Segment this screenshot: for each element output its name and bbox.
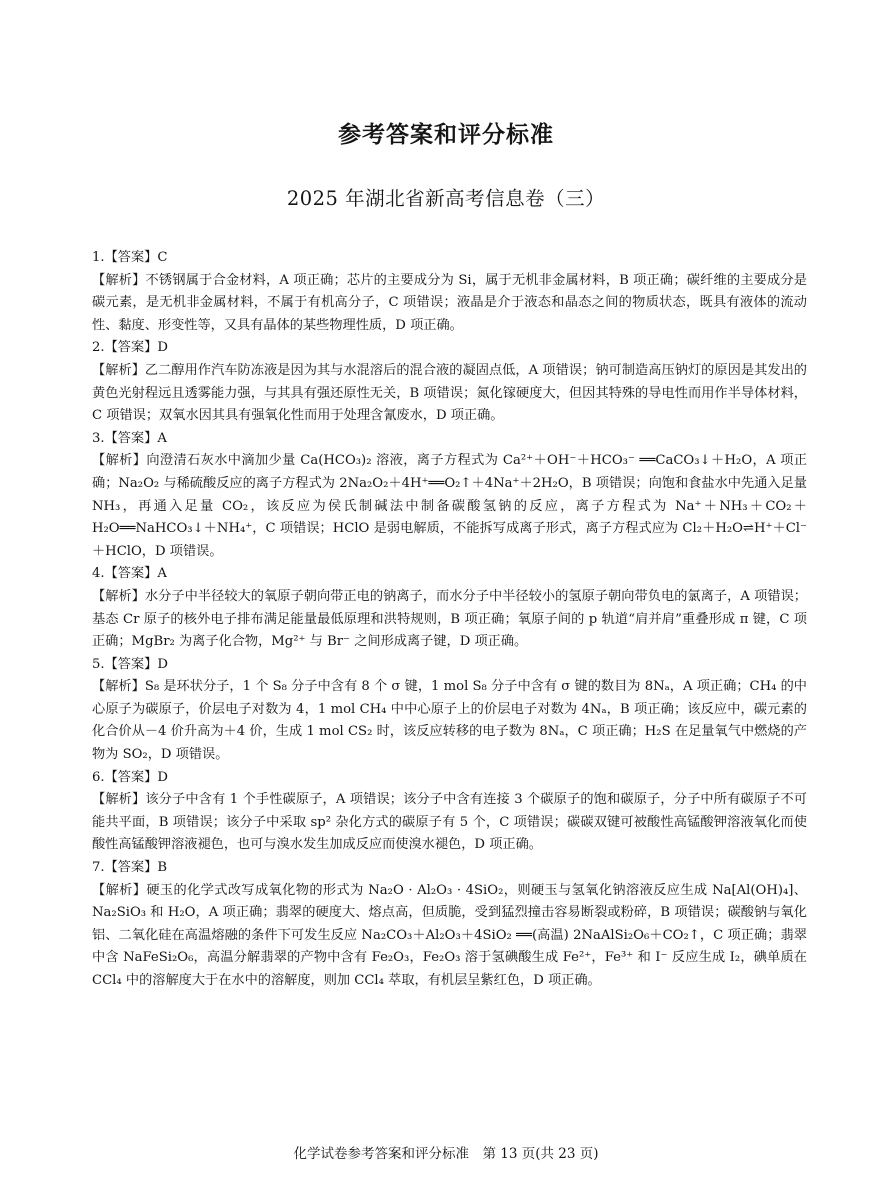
question-6 [92,767,807,857]
explanation-text: 【解析】硬玉的化学式改写成氧化物的形式为 Na₂O · Al₂O₃ · 4SiO₂，则硬玉与氢氧化钠溶液反应生成 Na[Al(OH)₄]、Na₂SiO₃ 和 H₂O，A 项正确；翡翠的硬度大、熔点高，但质脆，受到猛烈撞击容易断裂或粉碎，B 项错误；碳酸钠与氧化铝、二氧化硅在高温熔融的条件下可发生反应 Na₂CO₃＋Al₂O₃＋4SiO₂ ══(高温) 2NaAlSi₂O₆＋CO₂↑，C 项正确；翡翠中含 NaFeSi₂O₆，高温分解翡翠的产物中含有 Fe₂O₃，Fe₂O₃ 溶于氢碘酸生成 Fe²⁺，Fe³⁺ 和 I⁻ 反应生成 I₂，碘单质在 CCl₄ 中的溶解度大于在水中的溶解度，则加 CCl₄ 萃取，有机层呈紫红色，D 项正确。 [92,882,807,988]
answer-line: 3.【答案】A [92,430,167,446]
explanation-text: 【解析】向澄清石灰水中滴加少量 Ca(HCO₃)₂ 溶液，离子方程式为 Ca²⁺＋OH⁻＋HCO₃⁻ ══CaCO₃↓＋H₂O，A 项正确；Na₂O₂ 与稀硫酸反应的离子方程式为 2Na₂O₂＋4H⁺══O₂↑＋4Na⁺＋2H₂O，B 项错误；向饱和食盐水中先通入足量 NH₃，再通入足量 CO₂，该反应为侯氏制碱法中制备碳酸氢钠的反应，离子方程式为 Na⁺＋NH₃＋CO₂＋H₂O══NaHCO₃↓＋NH₄⁺，C 项错误；HClO 是弱电解质，不能拆写成离子形式，离子方程式应为 Cl₂＋H₂O⇌H⁺＋Cl⁻＋HClO，D 项错误。 [92,453,807,559]
explanation-text: 【解析】不锈钢属于合金材料，A 项正确；芯片的主要成分为 Si，属于无机非金属材料，B 项正确；碳纤维的主要成分是碳元素，是无机非金属材料，不属于有机高分子，C 项错误；液晶是介于液态和晶态之间的物质状态，既具有液体的流动性、黏度、形变性等，又具有晶体的某些物理性质，D 项正确。 [92,272,807,333]
explanation-text: 【解析】S₈ 是环状分子，1 个 S₈ 分子中含有 8 个 σ 键，1 mol S₈ 分子中含有 σ 键的数目为 8Nₐ，A 项正确；CH₄ 的中心原子为碳原子，价层电子对数为 4，1 mol CH₄ 中中心原子上的价层电子对数为 4Nₐ，B 项正确；该反应中，碳元素的化合价从－4 价升高为＋4 价，生成 1 mol CS₂ 时，该反应转移的电子数为 8Nₐ，C 项正确；H₂S 在足量氧气中燃烧的产物为 SO₂，D 项错误。 [92,679,807,763]
answer-line: 6.【答案】D [92,769,168,785]
answer-line: 4.【答案】A [92,566,167,582]
question-3 [92,428,807,564]
page-footer: 化学试卷参考答案和评分标准 第 13 页(共 23 页) [293,1146,599,1162]
question-4 [92,563,807,653]
answer-line: 1.【答案】C [92,250,168,265]
answer-list [92,247,807,993]
answer-line: 7.【答案】B [92,860,168,876]
question-1 [92,247,807,337]
explanation-text: 【解析】水分子中半径较大的氧原子朝向带正电的钠离子，而水分子中半径较小的氢原子朝向带负电的氯离子，A 项错误；基态 Cr 原子的核外电子排布满足能量最低原理和洪特规则，B 项正确；氧原子间的 p 轨道“肩并肩”重叠形成 π 键，C 项正确；MgBr₂ 为离子化合物，Mg²⁺ 与 Br⁻ 之间形成离子键，D 项正确。 [92,588,807,650]
page-title: 参考答案和评分标准 [338,122,554,148]
question-5 [92,654,807,767]
explanation-text: 【解析】该分子中含有 1 个手性碳原子，A 项错误；该分子中含有连接 3 个碳原子的饱和碳原子，分子中所有碳原子不可能共平面，B 项错误；该分子中采取 sp² 杂化方式的碳原子有 5 个，C 项错误；碳碳双键可被酸性高锰酸钾溶液氧化而使酸性高锰酸钾溶液褪色，也可与溴水发生加成反应而使溴水褪色，D 项正确。 [92,792,807,853]
page-subtitle: 2025 年湖北省新高考信息卷（三） [286,187,606,210]
answer-line: 5.【答案】D [92,656,168,672]
question-2 [92,337,807,427]
question-7 [92,857,807,993]
answer-line: 2.【答案】D [92,340,168,356]
explanation-text: 【解析】乙二醇用作汽车防冻液是因为其与水混溶后的混合液的凝固点低，A 项错误；钠可制造高压钠灯的原因是其发出的黄色光射程远且透雾能力强，与其具有强还原性无关，B 项错误；氮化镓硬度大，但因其特殊的导电性而用作半导体材料，C 项错误；双氧水因其具有强氧化性而用于处理含氰废水，D 项正确。 [92,362,807,424]
